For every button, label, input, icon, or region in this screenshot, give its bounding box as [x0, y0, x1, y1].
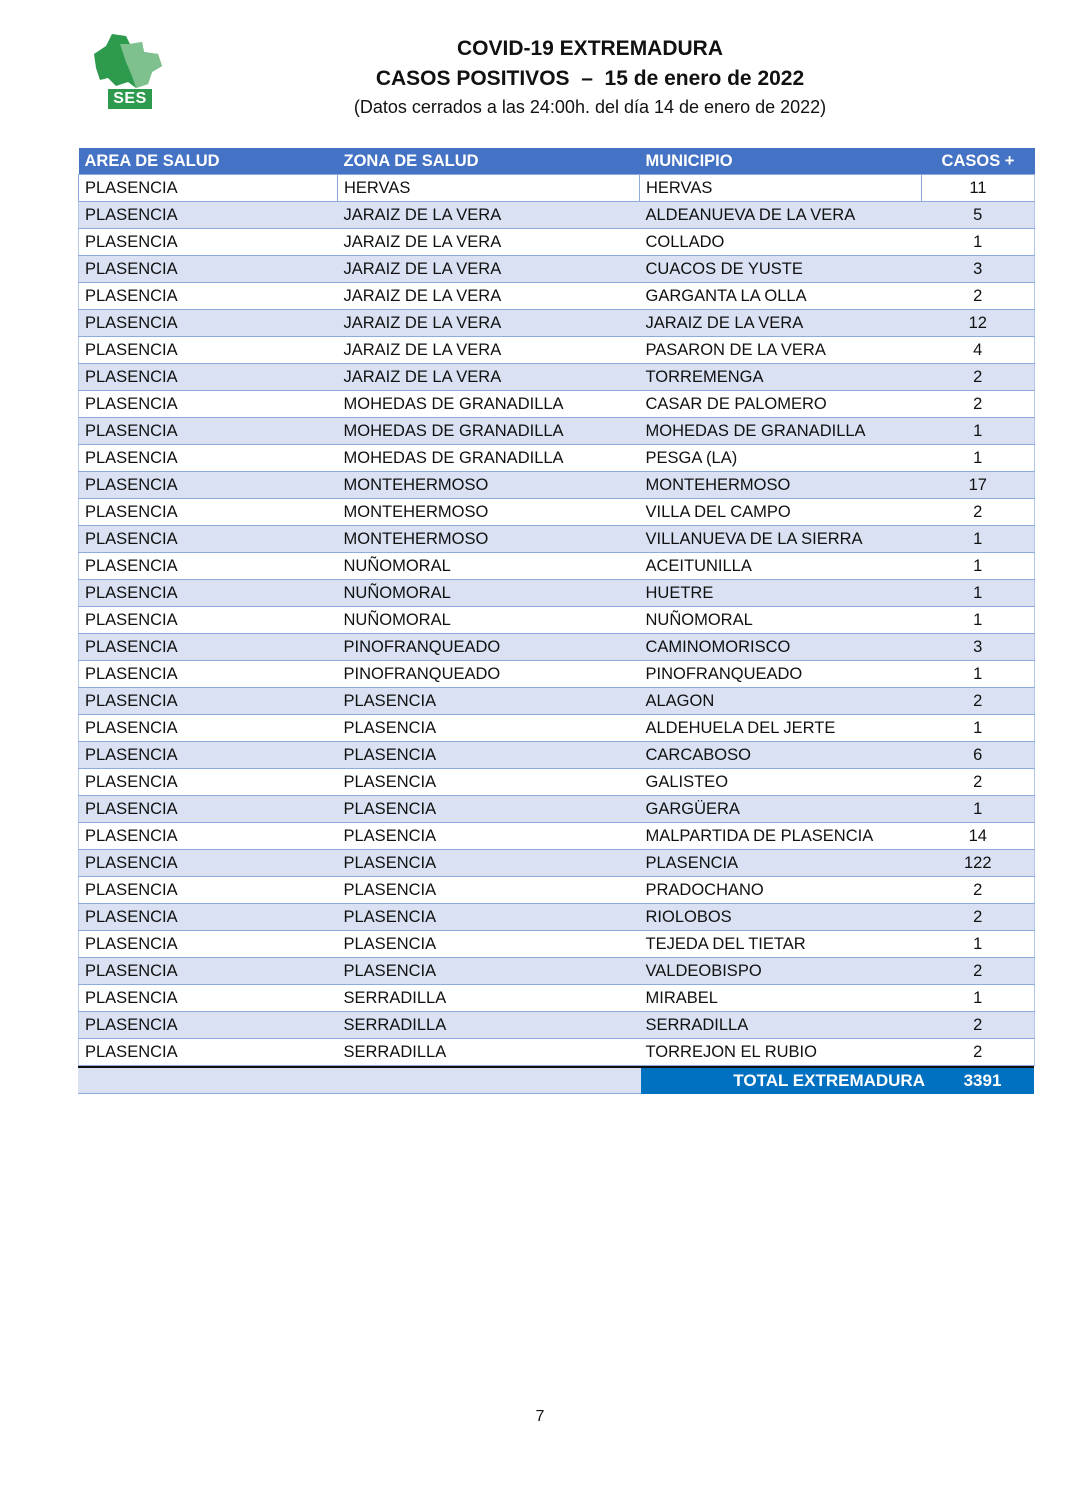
cell-municipio: PLASENCIA [640, 850, 922, 877]
cell-municipio: MALPARTIDA DE PLASENCIA [640, 823, 922, 850]
cell-municipio: TORREMENGA [640, 364, 922, 391]
page-number: 7 [535, 1408, 545, 1425]
table-body [79, 175, 1035, 1066]
cell-zona: NUÑOMORAL [338, 580, 640, 607]
cell-casos: 11 [922, 175, 1035, 202]
cell-casos: 1 [922, 661, 1035, 688]
cell-casos: 1 [922, 796, 1035, 823]
total-value: 3391 [963, 1071, 1002, 1090]
cell-casos: 2 [922, 499, 1035, 526]
table-row [79, 310, 1035, 337]
table-row [79, 175, 1035, 202]
cell-municipio: HUETRE [640, 580, 922, 607]
table-row [79, 985, 1035, 1012]
cell-area: PLASENCIA [79, 175, 338, 202]
cell-area: PLASENCIA [79, 256, 338, 283]
cell-municipio: RIOLOBOS [640, 904, 922, 931]
table-row [79, 364, 1035, 391]
cell-area: PLASENCIA [79, 823, 338, 850]
cell-casos: 2 [922, 283, 1035, 310]
cell-zona: PLASENCIA [338, 688, 640, 715]
cell-casos: 6 [922, 742, 1035, 769]
cell-area: PLASENCIA [79, 796, 338, 823]
title-line-1: COVID-19 EXTREMADURA [456, 37, 724, 60]
table-row [79, 1012, 1035, 1039]
cell-zona: PLASENCIA [338, 715, 640, 742]
cell-casos: 2 [922, 391, 1035, 418]
cell-area: PLASENCIA [79, 769, 338, 796]
title-line-2: CASOS POSITIVOS – 15 de enero de 2022 [375, 67, 805, 90]
subtitle: (Datos cerrados a las 24:00h. del día 14 de enero de 2022) [353, 97, 827, 117]
cell-zona: NUÑOMORAL [338, 553, 640, 580]
cell-casos: 2 [922, 688, 1035, 715]
table-row [79, 391, 1035, 418]
cell-zona: PLASENCIA [338, 823, 640, 850]
cell-area: PLASENCIA [79, 985, 338, 1012]
total-label: TOTAL EXTREMADURA [733, 1071, 925, 1090]
cell-municipio: PESGA (LA) [640, 445, 922, 472]
cell-municipio: ACEITUNILLA [640, 553, 922, 580]
cell-zona: PINOFRANQUEADO [338, 634, 640, 661]
cell-zona: PLASENCIA [338, 769, 640, 796]
cell-zona: PLASENCIA [338, 796, 640, 823]
cell-area: PLASENCIA [79, 904, 338, 931]
table-row [79, 526, 1035, 553]
cell-casos: 14 [922, 823, 1035, 850]
cell-area: PLASENCIA [79, 499, 338, 526]
cell-zona: PLASENCIA [338, 742, 640, 769]
cell-zona: MOHEDAS DE GRANADILLA [338, 418, 640, 445]
cell-area: PLASENCIA [79, 364, 338, 391]
ses-logo-text: SES [108, 89, 152, 109]
cell-municipio: PASARON DE LA VERA [640, 337, 922, 364]
cell-zona: HERVAS [338, 175, 640, 202]
cell-zona: NUÑOMORAL [338, 607, 640, 634]
cell-casos: 1 [922, 418, 1035, 445]
cell-casos: 4 [922, 337, 1035, 364]
table-row [79, 742, 1035, 769]
table-row [79, 850, 1035, 877]
cell-municipio: PRADOCHANO [640, 877, 922, 904]
header-row [79, 148, 1035, 175]
cell-casos: 2 [922, 1039, 1035, 1066]
cell-area: PLASENCIA [79, 202, 338, 229]
cell-area: PLASENCIA [79, 337, 338, 364]
table-header [79, 148, 1035, 175]
cell-casos: 3 [922, 256, 1035, 283]
cell-zona: SERRADILLA [338, 1039, 640, 1066]
cell-area: PLASENCIA [79, 229, 338, 256]
table-row [79, 715, 1035, 742]
cell-area: PLASENCIA [79, 715, 338, 742]
table-row [79, 661, 1035, 688]
table-row [79, 958, 1035, 985]
cell-casos: 2 [922, 904, 1035, 931]
table-row [79, 553, 1035, 580]
cell-zona: PINOFRANQUEADO [338, 661, 640, 688]
cell-casos: 12 [922, 310, 1035, 337]
cell-area: PLASENCIA [79, 1039, 338, 1066]
cell-zona: PLASENCIA [338, 904, 640, 931]
table-row [79, 580, 1035, 607]
cell-zona: PLASENCIA [338, 958, 640, 985]
cell-casos: 1 [922, 607, 1035, 634]
cell-municipio: ALAGON [640, 688, 922, 715]
table-row [79, 607, 1035, 634]
cell-municipio: TORREJON EL RUBIO [640, 1039, 922, 1066]
total-box [641, 1068, 1034, 1094]
cell-zona: MOHEDAS DE GRANADILLA [338, 391, 640, 418]
cell-area: PLASENCIA [79, 526, 338, 553]
cell-casos: 2 [922, 877, 1035, 904]
cell-area: PLASENCIA [79, 553, 338, 580]
cell-municipio: NUÑOMORAL [640, 607, 922, 634]
cell-municipio: ALDEANUEVA DE LA VERA [640, 202, 922, 229]
cell-area: PLASENCIA [79, 877, 338, 904]
table-row [79, 1039, 1035, 1066]
table-row [79, 418, 1035, 445]
cell-zona: JARAIZ DE LA VERA [338, 202, 640, 229]
cell-zona: MONTEHERMOSO [338, 472, 640, 499]
cell-municipio: VALDEOBISPO [640, 958, 922, 985]
table-row [79, 499, 1035, 526]
cell-casos: 5 [922, 202, 1035, 229]
cell-zona: PLASENCIA [338, 877, 640, 904]
cell-casos: 3 [922, 634, 1035, 661]
table-row [79, 256, 1035, 283]
cell-area: PLASENCIA [79, 1012, 338, 1039]
table-row [79, 877, 1035, 904]
table-row [79, 904, 1035, 931]
cell-municipio: TEJEDA DEL TIETAR [640, 931, 922, 958]
cell-municipio: CAMINOMORISCO [640, 634, 922, 661]
cell-area: PLASENCIA [79, 850, 338, 877]
cell-municipio: HERVAS [640, 175, 922, 202]
table-row [79, 472, 1035, 499]
cell-zona: MONTEHERMOSO [338, 499, 640, 526]
cell-zona: JARAIZ DE LA VERA [338, 337, 640, 364]
table-row [79, 337, 1035, 364]
cell-area: PLASENCIA [79, 688, 338, 715]
cell-area: PLASENCIA [79, 418, 338, 445]
table-row [79, 823, 1035, 850]
cell-area: PLASENCIA [79, 391, 338, 418]
cell-municipio: GARGÜERA [640, 796, 922, 823]
table-row [79, 796, 1035, 823]
cell-casos: 2 [922, 958, 1035, 985]
cell-casos: 1 [922, 985, 1035, 1012]
cell-area: PLASENCIA [79, 283, 338, 310]
cell-casos: 1 [922, 553, 1035, 580]
cell-municipio: VILLA DEL CAMPO [640, 499, 922, 526]
cell-area: PLASENCIA [79, 742, 338, 769]
cell-area: PLASENCIA [79, 310, 338, 337]
cell-municipio: GALISTEO [640, 769, 922, 796]
cell-casos: 2 [922, 769, 1035, 796]
cell-casos: 1 [922, 526, 1035, 553]
column-header-municipio: MUNICIPIO [640, 148, 922, 175]
cell-zona: SERRADILLA [338, 985, 640, 1012]
cell-zona: JARAIZ DE LA VERA [338, 364, 640, 391]
cell-area: PLASENCIA [79, 445, 338, 472]
cell-area: PLASENCIA [79, 958, 338, 985]
cell-zona: JARAIZ DE LA VERA [338, 256, 640, 283]
cell-municipio: GARGANTA LA OLLA [640, 283, 922, 310]
cell-area: PLASENCIA [79, 661, 338, 688]
table-row [79, 202, 1035, 229]
cell-casos: 2 [922, 364, 1035, 391]
cell-municipio: MOHEDAS DE GRANADILLA [640, 418, 922, 445]
cell-area: PLASENCIA [79, 931, 338, 958]
cell-area: PLASENCIA [79, 580, 338, 607]
cell-area: PLASENCIA [79, 607, 338, 634]
cell-zona: JARAIZ DE LA VERA [338, 283, 640, 310]
cell-zona: MONTEHERMOSO [338, 526, 640, 553]
table-row [79, 931, 1035, 958]
table-row [79, 688, 1035, 715]
cell-casos: 1 [922, 580, 1035, 607]
document-header [300, 34, 880, 120]
cell-zona: SERRADILLA [338, 1012, 640, 1039]
cell-municipio: MONTEHERMOSO [640, 472, 922, 499]
cell-zona: MOHEDAS DE GRANADILLA [338, 445, 640, 472]
cell-municipio: CARCABOSO [640, 742, 922, 769]
cell-area: PLASENCIA [79, 634, 338, 661]
table-row [79, 283, 1035, 310]
table-row [79, 634, 1035, 661]
column-header-zona: ZONA DE SALUD [338, 148, 640, 175]
cell-municipio: COLLADO [640, 229, 922, 256]
table-row [79, 229, 1035, 256]
cell-municipio: SERRADILLA [640, 1012, 922, 1039]
cell-casos: 17 [922, 472, 1035, 499]
cell-municipio: MIRABEL [640, 985, 922, 1012]
cases-table [78, 148, 1035, 1066]
total-row [78, 1066, 1034, 1094]
cell-casos: 1 [922, 931, 1035, 958]
cell-area: PLASENCIA [79, 472, 338, 499]
cell-municipio: CUACOS DE YUSTE [640, 256, 922, 283]
cell-zona: PLASENCIA [338, 850, 640, 877]
cell-municipio: VILLANUEVA DE LA SIERRA [640, 526, 922, 553]
cell-casos: 122 [922, 850, 1035, 877]
cell-zona: JARAIZ DE LA VERA [338, 229, 640, 256]
cell-casos: 1 [922, 445, 1035, 472]
cell-zona: JARAIZ DE LA VERA [338, 310, 640, 337]
table-row [79, 445, 1035, 472]
column-header-casos: CASOS + [922, 148, 1035, 175]
cell-municipio: CASAR DE PALOMERO [640, 391, 922, 418]
cell-municipio: ALDEHUELA DEL JERTE [640, 715, 922, 742]
cell-casos: 1 [922, 229, 1035, 256]
table-row [79, 769, 1035, 796]
cell-zona: PLASENCIA [338, 931, 640, 958]
cell-municipio: JARAIZ DE LA VERA [640, 310, 922, 337]
cell-casos: 1 [922, 715, 1035, 742]
cell-municipio: PINOFRANQUEADO [640, 661, 922, 688]
cell-casos: 2 [922, 1012, 1035, 1039]
column-header-area: AREA DE SALUD [79, 148, 338, 175]
